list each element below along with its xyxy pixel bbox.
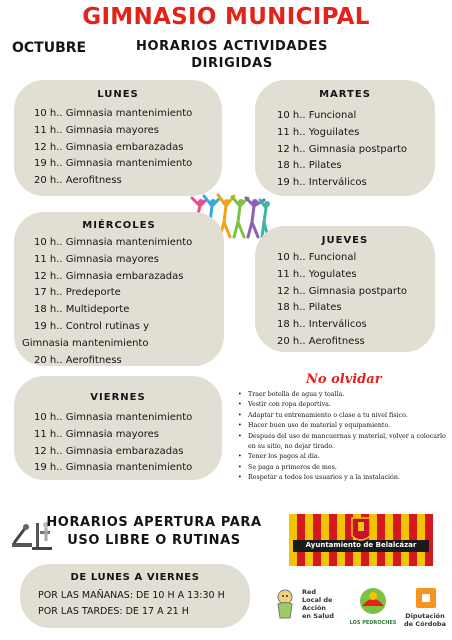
notice-item: • Hacer buen uso de material y equipamiento. [236, 421, 446, 431]
notice-title: No olvidar [306, 372, 382, 387]
schedule-row: 18 h.. Multideporte [34, 304, 130, 316]
schedule-row: 12 h.. Gimnasia postparto [277, 143, 408, 155]
health-network-mascot-icon [270, 588, 300, 622]
opening-hours-box [20, 564, 250, 628]
month-label: OCTUBRE [12, 40, 87, 56]
los-pedroches-logo-icon [356, 586, 390, 616]
diputacion-logo-icon [414, 586, 438, 610]
page-title: GIMNASIO MUNICIPAL [82, 4, 370, 30]
schedule-row: 10 h.. Gimnasia mantenimiento [34, 412, 193, 423]
schedule-box-martes [255, 80, 435, 196]
ayuntamiento-banner [289, 514, 433, 566]
schedule-row: 12 h.. Gimnasia postparto [277, 285, 408, 297]
notice-list [236, 390, 446, 484]
schedule-box-miercoles [14, 212, 224, 366]
schedule-row: 20 h.. Aerofitness [34, 354, 122, 366]
opening-days: DE LUNES A VIERNES [70, 572, 200, 583]
schedule-row: 19 h.. Gimnasia mantenimiento [34, 462, 193, 474]
schedule-row: 10 h.. Gimnasia mantenimiento [34, 237, 193, 248]
day-label-viernes: VIERNES [90, 392, 146, 403]
day-label-jueves: JUEVES [321, 235, 369, 246]
notice-item: • Respetar a todos los usuarios y a la instalación. [236, 473, 446, 483]
notice-item: • Después del uso de mancuernas y material, volver a colocarlo en su sitio, no dejar tirado. [236, 432, 446, 453]
notice-item: • Tener los pagos al día. [236, 452, 446, 462]
schedule-row: 19 h.. Gimnasia mantenimiento [34, 158, 193, 170]
opening-title-line-1: HORARIOS APERTURA PARA [46, 515, 262, 530]
schedule-row: 17 h.. Predeporte [34, 287, 121, 299]
notice-item: • Traer botella de agua y toalla. [236, 390, 446, 400]
red-local-logo-text: Red Local de Acción en Salud [302, 588, 334, 620]
subtitle-line-2: DIRIGIDAS [191, 56, 273, 71]
notice-item: • Adaptar tu entrenamiento o clase a tu nivel físico. [236, 411, 446, 421]
schedule-row: 10 h.. Funcional [277, 252, 357, 263]
los-pedroches-logo-text: LOS PEDROCHES [349, 620, 397, 626]
schedule-row: 20 h.. Aerofitness [34, 175, 122, 187]
notice-item: • Se paga a primeros de mes. [236, 463, 446, 473]
schedule-row: 11 h.. Gimnasia mayores [34, 253, 159, 265]
schedule-row: 20 h.. Aerofitness [277, 335, 365, 347]
schedule-box-lunes [14, 80, 222, 196]
diputacion-logo-text: Diputación de Córdoba [404, 612, 446, 628]
day-label-lunes: LUNES [97, 89, 139, 100]
schedule-row: 11 h.. Yogulates [277, 268, 357, 280]
schedule-row: 12 h.. Gimnasia embarazadas [34, 445, 184, 457]
ayuntamiento-label: Ayuntamiento de Belalcázar [305, 541, 417, 549]
opening-title-line-2: USO LIBRE O RUTINAS [67, 533, 241, 548]
schedule-row: 10 h.. Funcional [277, 110, 357, 121]
schedule-row: 18 h.. Interválicos [277, 319, 367, 331]
schedule-row: 19 h.. Control rutinas y [34, 320, 150, 332]
schedule-row: 12 h.. Gimnasia embarazadas [34, 141, 184, 153]
schedule-row: 19 h.. Interválicos [277, 177, 367, 189]
schedule-row: 12 h.. Gimnasia embarazadas [34, 270, 184, 282]
schedule-row: 11 h.. Yoguilates [277, 126, 360, 138]
subtitle [112, 38, 352, 72]
schedule-row: 10 h.. Gimnasia mantenimiento [34, 108, 193, 119]
schedule-row: 11 h.. Gimnasia mayores [34, 428, 159, 440]
opening-title [34, 514, 274, 550]
schedule-row: 18 h.. Pilates [277, 160, 342, 172]
day-label-miercoles: MIÉRCOLES [82, 220, 156, 231]
schedule-box-viernes [14, 376, 222, 480]
schedule-box-jueves [255, 226, 435, 352]
schedule-row: Gimnasia mantenimiento [22, 337, 149, 349]
schedule-row: 18 h.. Pilates [277, 302, 342, 314]
opening-morning: POR LAS MAÑANAS: DE 10 H A 13:30 H [38, 590, 225, 601]
subtitle-line-1: HORARIOS ACTIVIDADES [136, 39, 328, 54]
day-label-martes: MARTES [319, 89, 371, 100]
opening-afternoon: POR LAS TARDES: DE 17 A 21 H [38, 606, 189, 617]
notice-item: • Vestir con ropa deportiva. [236, 400, 446, 410]
schedule-row: 11 h.. Gimnasia mayores [34, 124, 159, 136]
